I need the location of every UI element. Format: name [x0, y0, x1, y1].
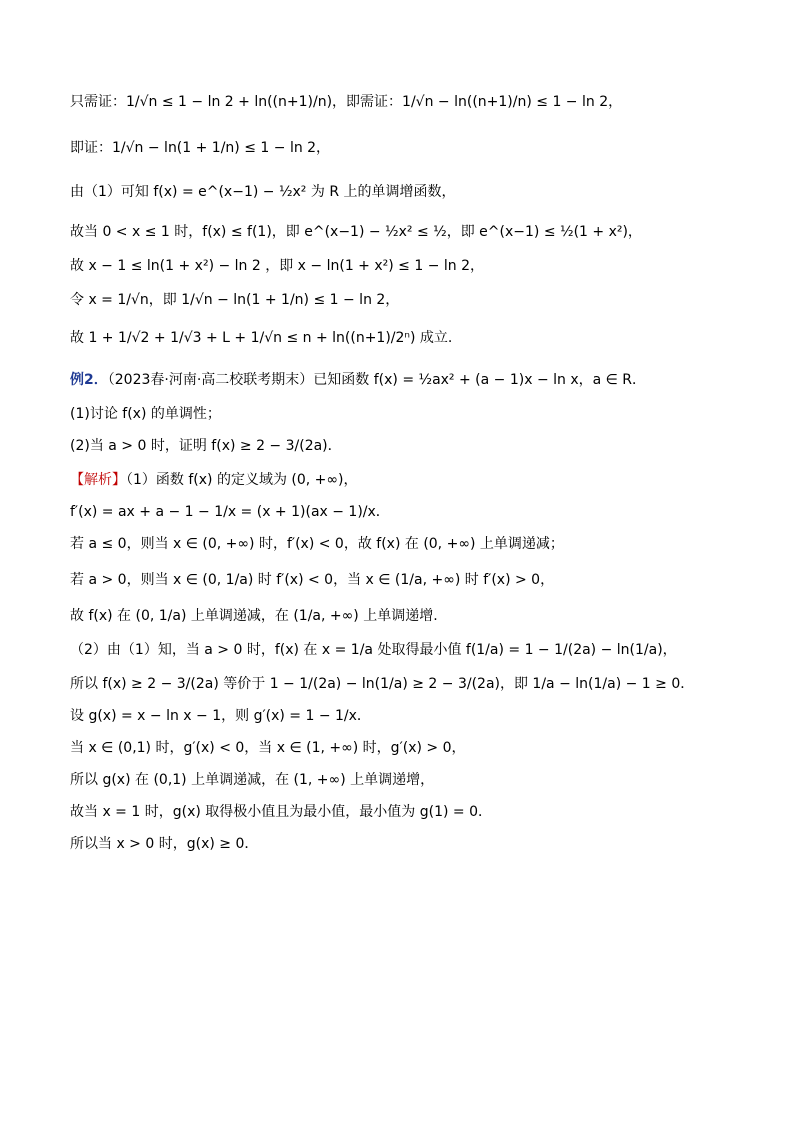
proof-text-3: 由（1）可知 f(x) = e^(x−1) − ½x² 为 R 上的单调增函数， — [70, 184, 456, 200]
analysis-line-9 — [70, 738, 730, 758]
analysis-label: 【解析】 — [70, 472, 126, 488]
analysis-line-11 — [70, 802, 730, 822]
proof-text-4: 故当 0 < x ≤ 1 时，f(x) ≤ f(1)，即 e^(x−1) − ½x² ≤ ½，即 e^(x−1) ≤ ½(1 + x²)， — [70, 224, 642, 240]
analysis-text-9: 当 x ∈ (0,1) 时，g′(x) < 0，当 x ∈ (1, +∞) 时，g′(x) > 0， — [70, 740, 466, 756]
proof-line-5 — [70, 256, 730, 276]
analysis-line-10 — [70, 770, 730, 790]
proof-line-3 — [70, 182, 730, 202]
example-2-line — [70, 370, 730, 390]
analysis-text-3: 若 a ≤ 0，则当 x ∈ (0, +∞) 时，f′(x) < 0，故 f(x) 在 (0, +∞) 上单调递减； — [70, 536, 564, 552]
analysis-text-1: （1）函数 f(x) 的定义域为 (0, +∞)， — [126, 472, 358, 488]
question-2-line — [70, 436, 730, 456]
analysis-text-4: 若 a > 0，则当 x ∈ (0, 1/a) 时 f′(x) < 0，当 x ∈ (1/a, +∞) 时 f′(x) > 0， — [70, 572, 555, 588]
analysis-line-3 — [70, 534, 730, 554]
analysis-line-7 — [70, 674, 730, 694]
question-1-text: (1)讨论 f(x) 的单调性； — [70, 406, 221, 422]
analysis-text-12: 所以当 x > 0 时，g(x) ≥ 0． — [70, 836, 259, 852]
example-label: 例2． — [70, 372, 108, 388]
proof-line-1 — [70, 92, 730, 112]
proof-line-7 — [70, 328, 730, 348]
analysis-line-12 — [70, 834, 730, 854]
question-2-text: (2)当 a > 0 时，证明 f(x) ≥ 2 − 3/(2a)． — [70, 438, 342, 454]
analysis-text-8: 设 g(x) = x − ln x − 1，则 g′(x) = 1 − 1/x． — [70, 708, 371, 724]
question-1-line — [70, 404, 730, 424]
analysis-line-6 — [70, 640, 730, 660]
analysis-text-5: 故 f(x) 在 (0, 1/a) 上单调递减，在 (1/a, +∞) 上单调递增. — [70, 608, 438, 624]
document-page — [70, 92, 730, 852]
proof-text-7: 故 1 + 1/√2 + 1/√3 + L + 1/√n ≤ n + ln((n+1)/2ⁿ) 成立. — [70, 330, 453, 346]
analysis-text-10: 所以 g(x) 在 (0,1) 上单调递减，在 (1, +∞) 上单调递增， — [70, 772, 435, 788]
analysis-line-8 — [70, 706, 730, 726]
analysis-line-4 — [70, 570, 730, 590]
proof-text-5: 故 x − 1 ≤ ln(1 + x²) − ln 2 ，即 x − ln(1 + x²) ≤ 1 − ln 2， — [70, 258, 485, 274]
analysis-line-1 — [70, 470, 730, 490]
proof-line-2 — [70, 138, 730, 158]
analysis-line-2 — [70, 502, 730, 522]
example-text: （2023春·河南·高二校联考期末）已知函数 f(x) = ½ax² + (a − 1)x − ln x，a ∈ R． — [107, 372, 647, 388]
analysis-line-5 — [70, 606, 730, 626]
proof-text-6: 令 x = 1/√n，即 1/√n − ln(1 + 1/n) ≤ 1 − ln 2， — [70, 292, 400, 308]
proof-line-4 — [70, 222, 730, 242]
analysis-text-6: （2）由（1）知，当 a > 0 时，f(x) 在 x = 1/a 处取得最小值 f(1/a) = 1 − 1/(2a) − ln(1/a)， — [70, 642, 677, 658]
analysis-text-7: 所以 f(x) ≥ 2 − 3/(2a) 等价于 1 − 1/(2a) − ln(1/a) ≥ 2 − 3/(2a)，即 1/a − ln(1/a) − 1 ≥ 0． — [70, 676, 695, 692]
proof-line-6 — [70, 290, 730, 310]
proof-text-1: 只需证：1/√n ≤ 1 − ln 2 + ln((n+1)/n)，即需证：1/√n − ln((n+1)/n) ≤ 1 − ln 2， — [70, 94, 623, 110]
analysis-text-2: f′(x) = ax + a − 1 − 1/x = (x + 1)(ax − 1)/x． — [70, 504, 390, 520]
proof-text-2: 即证：1/√n − ln(1 + 1/n) ≤ 1 − ln 2， — [70, 140, 331, 156]
analysis-text-11: 故当 x = 1 时，g(x) 取得极小值且为最小值，最小值为 g(1) = 0． — [70, 804, 492, 820]
